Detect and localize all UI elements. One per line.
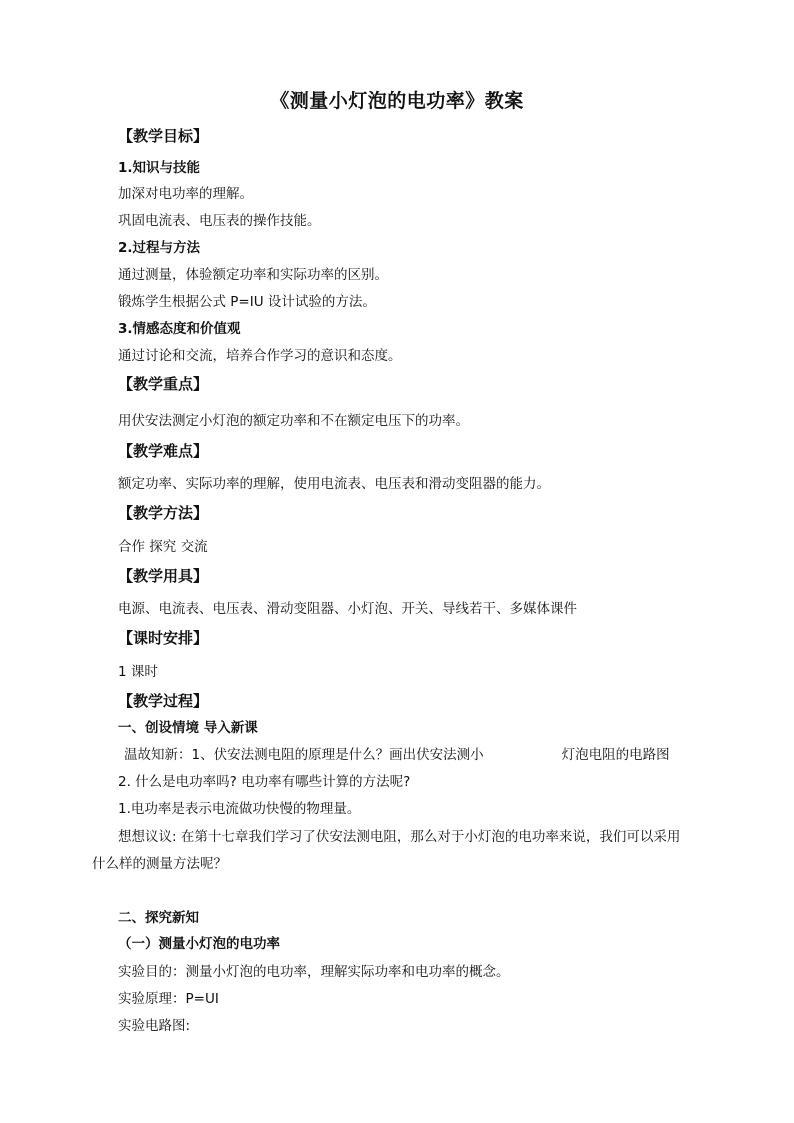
objective-attitude-title: 3.情感态度和价值观	[118, 321, 241, 337]
objective-line: 锻炼学生根据公式 P=IU 设计试验的方法。	[118, 294, 376, 310]
objective-line: 通过测量，体验额定功率和实际功率的区别。	[118, 267, 388, 283]
objective-line: 巩固电流表、电压表的操作技能。	[118, 213, 321, 229]
heading-schedule: 【课时安排】	[118, 629, 209, 647]
schedule-text: 1 课时	[118, 664, 158, 680]
think-discuss-line-1: 想想议议: 在第十七章我们学习了伏安法测电阻，那么对于小灯泡的电功率来说，我们可以采用	[118, 829, 681, 845]
objective-line: 加深对电功率的理解。	[118, 186, 253, 202]
tools-text: 电源、电流表、电压表、滑动变阻器、小灯泡、开关、导线若干、多媒体课件	[118, 601, 577, 617]
key-points-text: 用伏安法测定小灯泡的额定功率和不在额定电压下的功率。	[118, 413, 469, 429]
heading-key-points: 【教学重点】	[118, 375, 209, 393]
heading-difficulties: 【教学难点】	[118, 442, 209, 460]
experiment-purpose: 实验目的：测量小灯泡的电功率，理解实际功率和电功率的概念。	[118, 964, 510, 980]
part1-title: 一、创设情境 导入新课	[118, 720, 258, 736]
heading-tools: 【教学用具】	[118, 567, 209, 585]
heading-objectives: 【教学目标】	[118, 127, 209, 145]
objective-process-title: 2.过程与方法	[118, 240, 201, 256]
think-discuss-line-2: 什么样的测量方法呢？	[92, 856, 227, 872]
answer-1: 1.电功率是表示电流做功快慢的物理量。	[118, 801, 361, 817]
review-text-b: 灯泡电阻的电路图	[561, 747, 670, 763]
question-2: 2. 什么是电功率吗? 电功率有哪些计算的方法呢?	[118, 774, 411, 790]
methods-text: 合作 探究 交流	[118, 539, 208, 555]
part2-subtitle: （一）测量小灯泡的电功率	[118, 936, 280, 952]
objective-line: 通过讨论和交流，培养合作学习的意识和态度。	[118, 348, 402, 364]
heading-process: 【教学过程】	[118, 692, 209, 710]
review-line	[124, 743, 670, 763]
heading-methods: 【教学方法】	[118, 504, 209, 522]
part2-title: 二、探究新知	[118, 910, 199, 926]
difficulties-text: 额定功率、实际功率的理解，使用电流表、电压表和滑动变阻器的能力。	[118, 476, 550, 492]
document-title: 《测量小灯泡的电功率》教案	[270, 90, 524, 112]
objective-knowledge-title: 1.知识与技能	[118, 160, 201, 176]
review-text-a: 温故知新：1、伏安法测电阻的原理是什么？画出伏安法测小	[124, 747, 484, 763]
experiment-principle: 实验原理：P=UI	[118, 991, 219, 1007]
experiment-circuit: 实验电路图:	[118, 1018, 191, 1034]
